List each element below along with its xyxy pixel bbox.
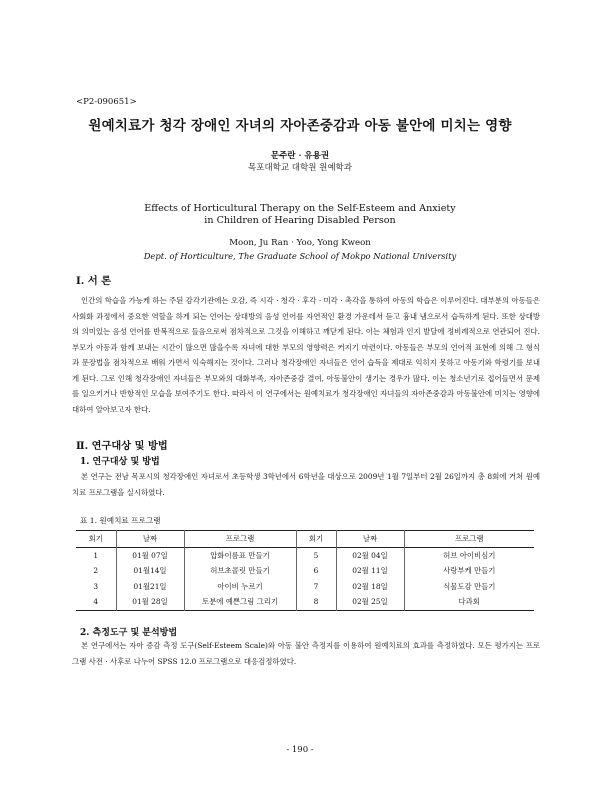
table-cell: 01월 28일 bbox=[116, 594, 184, 610]
header-program: 프로그램 bbox=[184, 531, 296, 548]
title-english-line-1: Effects of Horticultural Therapy on the Self-Esteem and Anxiety bbox=[144, 203, 456, 214]
header-program: 프로그램 bbox=[454, 534, 484, 544]
header-session: 회기 bbox=[76, 531, 116, 548]
program-table bbox=[76, 530, 534, 611]
table-cell: 토분에 예쁜그림 그리기 bbox=[184, 594, 296, 610]
paper-title-korean: 원예치료가 청각 장애인 자녀의 자아존중감과 아동 불안에 미치는 영향 bbox=[88, 118, 512, 134]
title-english-line-2: in Children of Hearing Disabled Person bbox=[204, 215, 396, 226]
subsection-2-1-heading: 1. 연구대상 및 방법 bbox=[80, 457, 160, 467]
table-cell: 01월21일 bbox=[116, 579, 184, 595]
table-header-row bbox=[76, 531, 534, 548]
table-cell: 다과회 bbox=[458, 597, 480, 607]
table-row bbox=[76, 579, 534, 595]
section-2-heading: Ⅱ. 연구대상 및 방법 bbox=[76, 440, 168, 452]
subsection-2-2-heading: 2. 측정도구 및 분석방법 bbox=[80, 628, 178, 638]
table-cell: 2 bbox=[76, 563, 116, 579]
table-cell: 02월 18일 bbox=[336, 579, 404, 595]
table-cell: 6 bbox=[296, 563, 336, 579]
table-cell: 02월 04일 bbox=[336, 547, 404, 563]
table-caption: 표 1. 원예치료 프로그램 bbox=[80, 516, 161, 525]
authors-korean: 문주란 · 유용권 bbox=[270, 151, 330, 161]
table-row bbox=[76, 594, 534, 610]
page-number: - 190 - bbox=[286, 745, 314, 755]
section-1-heading: Ⅰ. 서 론 bbox=[76, 275, 112, 287]
paper-code: <P2-090651> bbox=[76, 97, 137, 107]
table-cell: 4 bbox=[76, 594, 116, 610]
table-cell: 3 bbox=[76, 579, 116, 595]
header-date: 날짜 bbox=[336, 531, 404, 548]
table-cell: 8 bbox=[296, 594, 336, 610]
header-session: 회기 bbox=[296, 531, 336, 548]
table-cell: 아이비 누르기 bbox=[184, 579, 296, 595]
table-cell: 01월 07일 bbox=[116, 547, 184, 563]
paper-title-english bbox=[0, 203, 600, 227]
table-cell: 7 bbox=[296, 579, 336, 595]
table-cell: 1 bbox=[76, 547, 116, 563]
table-row bbox=[76, 563, 534, 579]
affiliation-english: Dept. of Horticulture, The Graduate School of Mokpo National University bbox=[143, 251, 457, 261]
table-cell: 허브초콜릿 만들기 bbox=[184, 563, 296, 579]
table-cell: 압화이름표 만들기 bbox=[184, 547, 296, 563]
table-cell: 5 bbox=[296, 547, 336, 563]
subsection-2-1-body: 본 연구는 전남 목포시의 청각장애인 자녀로서 초등학생 3학년에서 6학년을 대상으로 2009년 1월 7일부터 2월 26일까지 총 8회에 거쳐 원예치료 프로그램을 실시하였다. bbox=[72, 472, 540, 497]
table-cell: 식물도감 만들기 bbox=[443, 581, 496, 591]
table-cell: 허브 아이비심기 bbox=[443, 550, 496, 560]
table-cell: 02월 11일 bbox=[336, 563, 404, 579]
section-1-body: 인간의 학습을 가능케 하는 주된 감각기관에는 오감, 즉 시각 · 청각 · 후각 · 미각 · 촉각을 통하여 아동의 학습은 이루어진다. 대부분의 아동들은 사회화 과정에서 중요한 역할을 하게 되는 언어는 상대방의 음성 언어를 자연적인 환경 가운데서 듣고 흉내 냄으로서 습득하게 된다. 또한 상대방의 의미있는 음성 언어를 반복적으로 들음으로써 점차적으로 그것을 이해하고 깨닫게 된다. 이는 체험과 인지 발달에 정비례적으로 연관되어 진다. 부모가 아동과 함께 보내는 시간이 많으면 많을수록 자녀에 대한 부모의 영향력은 커지기 마련이다. 아동들은 부모의 언어적 표현에 의해 그 형식과 문장법을 점차적으로 배워 가면서 익숙해지는 것이다. 그러나 청각장애인 자녀들은 언어 습득을 제대로 익히지 못하고 아동기와 학령기를 보내게 된다. 그로 인해 청각장애인 자녀들은 부모와의 대화부족, 자아존중감 결여, 아동불안이 생기는 경우가 많다. 이는 청소년기로 접어들면서 문제를 일으키거나 반항적인 모습을 보여주기도 한다. 따라서 이 연구에서는 원예치료가 청각장애인 자녀들의 자아존중감과 아동불안에 미치는 영향에 대하여 알아보고자 한다. bbox=[72, 296, 540, 414]
table-cell: 사랑부케 만들기 bbox=[443, 566, 496, 576]
table-row bbox=[76, 547, 534, 563]
authors-english: Moon, Ju Ran · Yoo, Yong Kweon bbox=[229, 238, 371, 248]
table-cell: 01월14일 bbox=[116, 563, 184, 579]
table-cell: 02월 25일 bbox=[336, 594, 404, 610]
header-date: 날짜 bbox=[116, 531, 184, 548]
subsection-2-2-body: 본 연구에서는 자아 증감 측정 도구(Self-Esteem Scale)와 아동 불안 측정지를 이용하여 원예치료의 효과를 측정하였다. 모든 평가지는 프로그램 사전 · 사후로 나누어 SPSS 12.0 프로그램으로 대응검정하였다. bbox=[72, 641, 540, 666]
affiliation-korean: 목포대학교 대학원 원예학과 bbox=[248, 163, 352, 173]
